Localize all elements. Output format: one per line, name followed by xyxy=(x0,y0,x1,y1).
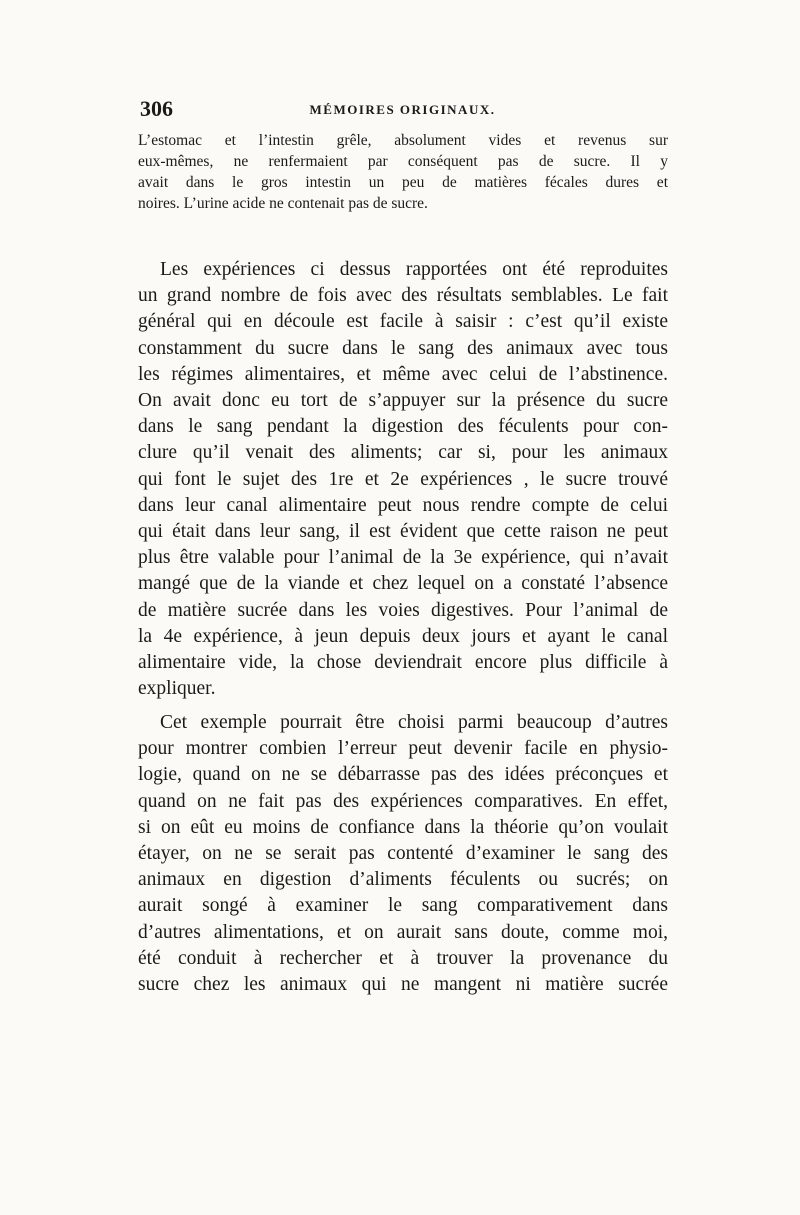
text-line: sucre chez les animaux qui ne mangent ni matière sucrée xyxy=(138,974,668,996)
text-line-content: Cet exemple pourrait être choisi parmi beaucoup d’autres xyxy=(160,712,668,733)
text-line: L’estomac et l’intestin grêle, absolument vides et revenus sur xyxy=(138,132,668,149)
text-line: eux-mêmes, ne renfermaient par conséquent pas de sucre. Il y xyxy=(138,153,668,170)
page-header xyxy=(140,96,665,122)
text-line: noires. L’urine acide ne contenait pas de sucre. xyxy=(138,195,428,212)
text-line-content: Les expériences ci dessus rapportées ont été reproduites xyxy=(160,259,668,280)
text-line: été conduit à rechercher et à trouver la provenance du xyxy=(138,947,668,969)
text-line: d’autres alimentations, et on aurait sans doute, comme moi, xyxy=(138,921,668,943)
text-line: pour montrer combien l’erreur peut devenir facile en physio- xyxy=(138,738,668,760)
text-line: mangé que de la viande et chez lequel on a constaté l’absence xyxy=(138,573,668,595)
text-line xyxy=(138,710,668,736)
text-line: animaux en digestion d’aliments féculents ou sucrés; on xyxy=(138,869,668,891)
text-line: quand on ne fait pas des expériences comparatives. En effet, xyxy=(138,790,668,812)
page-number: 306 xyxy=(140,96,173,121)
text-line: logie, quand on ne se débarrasse pas des idées préconçues et xyxy=(138,764,668,786)
text-line: général qui en découle est facile à saisir : c’est qu’il existe xyxy=(138,311,668,333)
text-line: On avait donc eu tort de s’appuyer sur la présence du sucre xyxy=(138,390,668,412)
text-line: les régimes alimentaires, et même avec celui de l’abstinence. xyxy=(138,363,668,385)
text-line: expliquer. xyxy=(138,678,216,700)
paragraph-2 xyxy=(138,257,668,702)
text-line: alimentaire vide, la chose deviendrait encore plus difficile à xyxy=(138,652,668,674)
text-line: constamment du sucre dans le sang des animaux avec tous xyxy=(138,337,668,359)
text-line: dans le sang pendant la digestion des féculents pour con- xyxy=(138,416,668,438)
running-title: MÉMOIRES ORIGINAUX. xyxy=(309,102,496,117)
text-line: qui était dans leur sang, il est évident que cette raison ne peut xyxy=(138,521,668,543)
text-line: de matière sucrée dans les voies digestives. Pour l’animal de xyxy=(138,599,668,621)
text-line: si on eût eu moins de confiance dans la théorie qu’on voulait xyxy=(138,816,668,838)
text-line: étayer, on ne se serait pas contenté d’examiner le sang des xyxy=(138,843,668,865)
text-line: la 4e expérience, à jeun depuis deux jours et ayant le canal xyxy=(138,625,668,647)
text-line: dans leur canal alimentaire peut nous rendre compte de celui xyxy=(138,494,668,516)
text-line: aurait songé à examiner le sang comparativement dans xyxy=(138,895,668,917)
paragraph-1 xyxy=(138,130,668,214)
text-line: avait dans le gros intestin un peu de matières fécales dures et xyxy=(138,174,668,191)
text-line: qui font le sujet des 1re et 2e expériences , le sucre trouvé xyxy=(138,468,668,490)
text-line: un grand nombre de fois avec des résultats semblables. Le fait xyxy=(138,285,668,307)
text-line: clure qu’il venait des aliments; car si, pour les animaux xyxy=(138,442,668,464)
paragraph-3 xyxy=(138,710,668,998)
text-line xyxy=(138,257,668,283)
text-line: plus être valable pour l’animal de la 3e expérience, qui n’avait xyxy=(138,547,668,569)
